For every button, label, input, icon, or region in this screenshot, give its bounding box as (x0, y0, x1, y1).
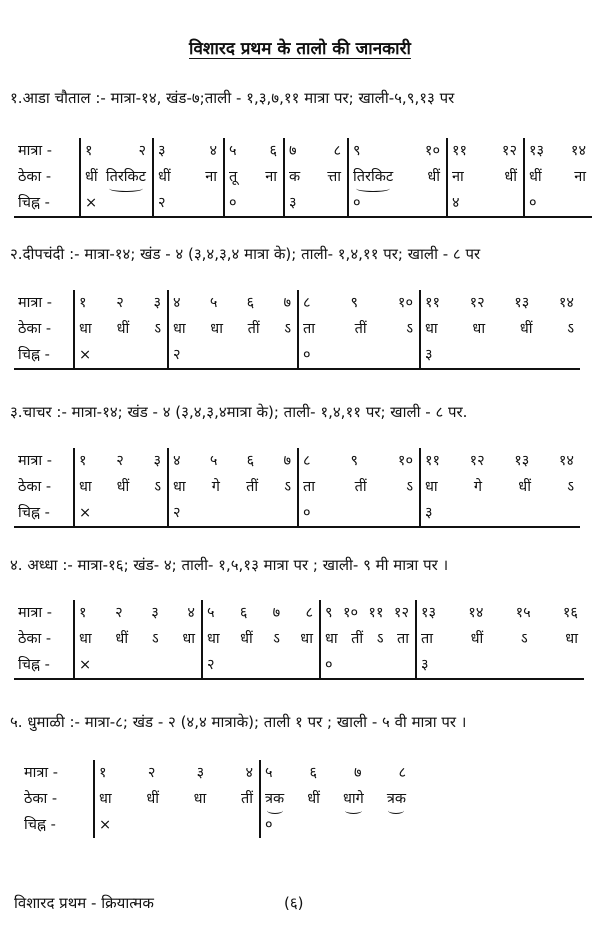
chihn-label: चिह्न - (14, 500, 74, 527)
vibhag-3-matra (298, 290, 420, 316)
vibhag-4-theka (284, 164, 348, 190)
bol: धा (425, 479, 438, 495)
bol: तू (229, 169, 238, 185)
vibhag-2-matra (202, 600, 320, 626)
vibhag-4-theka (420, 316, 580, 342)
matra-row (20, 760, 412, 786)
matra-number: १३ (421, 605, 437, 621)
vibhag-1-matra (74, 290, 168, 316)
theka-label: ठेका - (18, 321, 52, 337)
chihn-mark: × (99, 817, 112, 833)
matra-number: ६ (309, 765, 318, 781)
vibhag-3-matra (320, 600, 416, 626)
chihn-mark: ० (325, 657, 333, 673)
matra-number: ८ (398, 765, 406, 781)
vibhag-2-chihn (260, 812, 412, 838)
matra-number: ७ (283, 295, 291, 311)
vibhag-3-matra (224, 138, 284, 164)
chihn-mark: ३ (289, 195, 297, 211)
vibhag-4-chihn (420, 342, 580, 369)
bol: धीं (146, 791, 159, 807)
matra-number: १२ (501, 143, 517, 159)
vibhag-1-theka (74, 474, 168, 500)
matra-number: १४ (468, 605, 484, 621)
matra-number: १० (342, 605, 359, 621)
vibhag-4-chihn (416, 652, 584, 679)
bol: ता (396, 631, 409, 647)
chihn-mark: २ (207, 657, 215, 673)
matra-row (14, 600, 584, 626)
matra-number: १३ (514, 453, 530, 469)
bol: धा (173, 321, 186, 337)
vibhag-4-chihn (420, 500, 580, 527)
bol: ऽ (406, 479, 413, 495)
matra-number: २ (116, 453, 124, 469)
taal-heading-1: १.आडा चौताल :- मात्रा-१४, खंड-७;ताली - १,३,७,११ मात्रा पर; खाली-५,९,१३ पर (10, 89, 455, 107)
bol: धा (207, 631, 220, 647)
bol: ऽ (567, 321, 574, 337)
chihn-mark: ० (303, 505, 311, 521)
bol: धीं (504, 169, 517, 185)
theka-label: ठेका - (24, 791, 58, 807)
matra-number: ५ (209, 453, 218, 469)
bol: ऽ (154, 479, 161, 495)
matra-number: १ (99, 765, 107, 781)
matra-number: २ (116, 295, 124, 311)
bol: ता (421, 631, 434, 647)
chihn-mark: ० (265, 817, 273, 833)
matra-number: १२ (469, 295, 485, 311)
vibhag-6-theka (447, 164, 524, 190)
bol: धा (472, 321, 486, 337)
bol: ऽ (284, 479, 291, 495)
chihn-mark: २ (173, 505, 181, 521)
bol: गे (473, 479, 483, 495)
bol: धीं (116, 479, 130, 495)
chihn-label: चिह्न - (14, 190, 80, 217)
matra-number: २ (147, 765, 156, 781)
matra-number: ६ (246, 295, 255, 311)
bol: ऽ (154, 321, 161, 337)
vibhag-1-matra (94, 760, 260, 786)
matra-number: ७ (353, 765, 362, 781)
vibhag-7-matra (524, 138, 592, 164)
vibhag-4-matra (416, 600, 584, 626)
vibhag-2-chihn (202, 652, 320, 679)
bol: धा (193, 791, 207, 807)
theka-row (14, 164, 592, 190)
matra-number: १६ (562, 605, 578, 621)
matra-number: ११ (425, 453, 441, 469)
bol: तिरकिट (106, 164, 146, 190)
vibhag-3-theka (298, 474, 420, 500)
bol: धा (300, 631, 313, 647)
matra-number: ६ (239, 605, 248, 621)
matra-label: मात्रा - (24, 765, 59, 781)
bol: ऽ (406, 321, 413, 337)
matra-row (14, 138, 592, 164)
vibhag-3-theka (224, 164, 284, 190)
chihn-label: चिह्न - (24, 817, 56, 833)
vibhag-1-theka (80, 164, 153, 190)
page-number: (६) (284, 894, 304, 912)
matra-number: १ (85, 143, 93, 159)
matra-number: ९ (325, 605, 333, 621)
chihn-row (14, 652, 584, 679)
bol: ना (205, 169, 217, 185)
bol: ऽ (376, 631, 384, 647)
chihn-mark: ० (229, 195, 237, 211)
chihn-mark: ३ (421, 657, 429, 673)
bol: ता (303, 321, 316, 337)
footer (14, 893, 304, 913)
matra-number: १२ (393, 605, 409, 621)
bol: धा (99, 791, 112, 807)
matra-number: १३ (529, 143, 545, 159)
matra-number: १५ (515, 605, 531, 621)
matra-number: ३ (196, 765, 205, 781)
matra-number: ७ (289, 143, 297, 159)
chihn-mark: ० (353, 195, 361, 211)
matra-number: १३ (514, 295, 530, 311)
taal-heading-5: ५. धुमाळी :- मात्रा-८; खंड - २ (४,४ मात्राके); ताली १ पर ; खाली - ५ वी मात्रा पर । (10, 713, 467, 731)
matra-label: मात्रा - (18, 605, 53, 621)
vibhag-2-theka (260, 786, 412, 812)
bol: धा (79, 631, 92, 647)
vibhag-6-chihn (447, 190, 524, 217)
chihn-mark: × (79, 657, 92, 673)
bol: त्ता (327, 169, 341, 185)
vibhag-4-theka (416, 626, 584, 652)
chihn-label: चिह्न - (14, 652, 74, 679)
bol: त्रक (265, 786, 284, 812)
matra-number: ११ (452, 143, 468, 159)
theka-label: ठेका - (18, 631, 52, 647)
matra-number: १२ (469, 453, 485, 469)
bol: तिरकिट (353, 164, 393, 190)
bol: धीं (158, 169, 171, 185)
vibhag-4-matra (420, 448, 580, 474)
chihn-label: चिह्न - (14, 342, 74, 369)
bol: तीं (354, 321, 367, 337)
matra-number: ८ (305, 605, 313, 621)
chihn-mark: × (85, 195, 98, 211)
taal-table-3 (14, 448, 580, 528)
bol: धीं (529, 169, 542, 185)
bol: धीं (115, 631, 129, 647)
vibhag-2-theka (153, 164, 224, 190)
matra-number: ४ (187, 605, 195, 621)
chihn-mark: × (79, 505, 92, 521)
vibhag-5-matra (348, 138, 447, 164)
bol: धीं (519, 321, 533, 337)
vibhag-2-matra (168, 448, 298, 474)
vibhag-1-theka (74, 316, 168, 342)
matra-number: ४ (209, 143, 217, 159)
bol: ऽ (520, 631, 528, 647)
bol: धीं (518, 479, 531, 495)
bol: धा (79, 321, 92, 337)
matra-number: १ (79, 453, 87, 469)
matra-number: १४ (558, 295, 574, 311)
bol: धीं (427, 169, 440, 185)
bol: धा (325, 631, 338, 647)
chihn-mark: ४ (452, 195, 460, 211)
theka-row (14, 626, 584, 652)
bol: तीं (247, 321, 260, 337)
taal-heading-3: ३.चाचर :- मात्रा-१४; खंड - ४ (३,४,३,४मात्रा के); ताली- १,४,११ पर; खाली - ८ पर. (10, 403, 468, 421)
bol: गे (211, 479, 220, 495)
bol: धीं (240, 631, 253, 647)
matra-number: ८ (303, 453, 311, 469)
vibhag-3-theka (298, 316, 420, 342)
bol: तीं (354, 479, 367, 495)
bol: धा (425, 321, 438, 337)
matra-number: २ (115, 605, 123, 621)
taal-table-4 (14, 600, 584, 680)
theka-label: ठेका - (18, 479, 52, 495)
bol: धा (79, 479, 92, 495)
chihn-row (14, 342, 580, 369)
matra-label: मात्रा - (18, 453, 53, 469)
chihn-mark: × (79, 347, 92, 363)
matra-number: २ (138, 143, 146, 159)
vibhag-2-matra (153, 138, 224, 164)
matra-label: मात्रा - (18, 295, 53, 311)
vibhag-1-theka (74, 626, 202, 652)
bol: ऽ (567, 479, 574, 495)
vibhag-2-matra (168, 290, 298, 316)
bol: धीं (307, 791, 320, 807)
taal-table-2 (14, 290, 580, 370)
chihn-mark: ३ (425, 347, 433, 363)
vibhag-3-chihn (298, 342, 420, 369)
taal-table-5 (20, 760, 412, 838)
matra-number: ६ (269, 143, 277, 159)
matra-number: ६ (246, 453, 255, 469)
theka-row (14, 316, 580, 342)
vibhag-2-chihn (168, 500, 298, 527)
matra-label: मात्रा - (18, 143, 53, 159)
vibhag-1-chihn (94, 812, 260, 838)
taal-heading-2: २.दीपचंदी :- मात्रा-१४; खंड - ४ (३,४,३,४ मात्रा के); ताली- १,४,११ पर; खाली - ८ पर (10, 245, 481, 263)
vibhag-2-chihn (153, 190, 224, 217)
matra-number: १० (397, 295, 413, 311)
matra-number: ५ (207, 605, 215, 621)
bol: तीं (240, 791, 253, 807)
matra-number: ११ (425, 295, 441, 311)
vibhag-1-chihn (74, 342, 168, 369)
bol: धा (182, 631, 195, 647)
bol: धीं (85, 169, 98, 185)
vibhag-1-matra (74, 448, 168, 474)
theka-row (20, 786, 412, 812)
vibhag-4-matra (420, 290, 580, 316)
vibhag-2-theka (168, 316, 298, 342)
vibhag-4-matra (284, 138, 348, 164)
matra-number: ५ (209, 295, 218, 311)
matra-row (14, 448, 580, 474)
chihn-mark: ३ (425, 505, 433, 521)
matra-number: ४ (173, 295, 181, 311)
vibhag-2-theka (168, 474, 298, 500)
chihn-mark: ० (529, 195, 537, 211)
vibhag-2-chihn (168, 342, 298, 369)
bol: धीं (116, 321, 130, 337)
matra-number: १० (424, 143, 440, 159)
bol: ता (303, 479, 316, 495)
bol: क (289, 169, 301, 185)
vibhag-3-chihn (320, 652, 416, 679)
vibhag-2-matra (260, 760, 412, 786)
vibhag-3-theka (320, 626, 416, 652)
page-title: विशारद प्रथम के तालो की जानकारी (189, 39, 411, 59)
matra-number: ४ (173, 453, 181, 469)
bol: त्रक (387, 786, 406, 812)
matra-number: ९ (353, 143, 361, 159)
matra-number: १४ (570, 143, 586, 159)
vibhag-5-chihn (348, 190, 447, 217)
vibhag-1-chihn (74, 652, 202, 679)
vibhag-1-chihn (80, 190, 153, 217)
matra-number: ९ (350, 295, 358, 311)
matra-number: ३ (151, 605, 159, 621)
bol: धा (565, 631, 578, 647)
vibhag-4-theka (420, 474, 580, 500)
bol: धा (210, 321, 223, 337)
bol: ना (265, 169, 277, 185)
bol: तीं (246, 479, 259, 495)
matra-number: ५ (229, 143, 237, 159)
taal-heading-4: ४. अध्धा :- मात्रा-१६; खंड- ४; ताली- १,५,१३ मात्रा पर ; खाली- ९ मी मात्रा पर । (10, 556, 449, 574)
chihn-row (14, 190, 592, 217)
bol: ऽ (273, 631, 280, 647)
chihn-mark: ० (303, 347, 311, 363)
vibhag-1-theka (94, 786, 260, 812)
matra-number: ११ (368, 605, 384, 621)
theka-row (14, 474, 580, 500)
chihn-row (20, 812, 412, 838)
taal-table-1 (14, 138, 592, 218)
matra-number: ८ (303, 295, 311, 311)
vibhag-5-theka (348, 164, 447, 190)
bol: धागे (343, 786, 364, 812)
matra-number: ३ (153, 295, 161, 311)
matra-number: १ (79, 605, 87, 621)
chihn-mark: २ (173, 347, 181, 363)
bol: धीं (470, 631, 484, 647)
matra-number: ४ (245, 765, 253, 781)
footer-label: विशारद प्रथम - क्रियात्मक (14, 894, 154, 912)
vibhag-1-chihn (74, 500, 168, 527)
matra-number: ८ (333, 143, 341, 159)
vibhag-2-theka (202, 626, 320, 652)
vibhag-1-matra (74, 600, 202, 626)
bol: तीं (351, 631, 364, 647)
chihn-row (14, 500, 580, 527)
vibhag-6-matra (447, 138, 524, 164)
vibhag-3-chihn (224, 190, 284, 217)
vibhag-1-matra (80, 138, 153, 164)
bol: धा (173, 479, 186, 495)
vibhag-3-matra (298, 448, 420, 474)
vibhag-4-chihn (284, 190, 348, 217)
matra-row (14, 290, 580, 316)
bol: ऽ (151, 631, 159, 647)
matra-number: ३ (153, 453, 161, 469)
bol: ना (574, 169, 586, 185)
matra-number: १० (397, 453, 413, 469)
vibhag-3-chihn (298, 500, 420, 527)
vibhag-7-theka (524, 164, 592, 190)
bol: ऽ (284, 321, 291, 337)
matra-number: ९ (350, 453, 358, 469)
chihn-mark: २ (158, 195, 166, 211)
matra-number: १४ (558, 453, 574, 469)
matra-number: ७ (272, 605, 281, 621)
matra-number: ५ (265, 765, 273, 781)
matra-number: १ (79, 295, 87, 311)
theka-label: ठेका - (18, 169, 52, 185)
matra-number: ३ (158, 143, 166, 159)
bol: ना (452, 169, 464, 185)
matra-number: ७ (283, 453, 291, 469)
vibhag-7-chihn (524, 190, 592, 217)
